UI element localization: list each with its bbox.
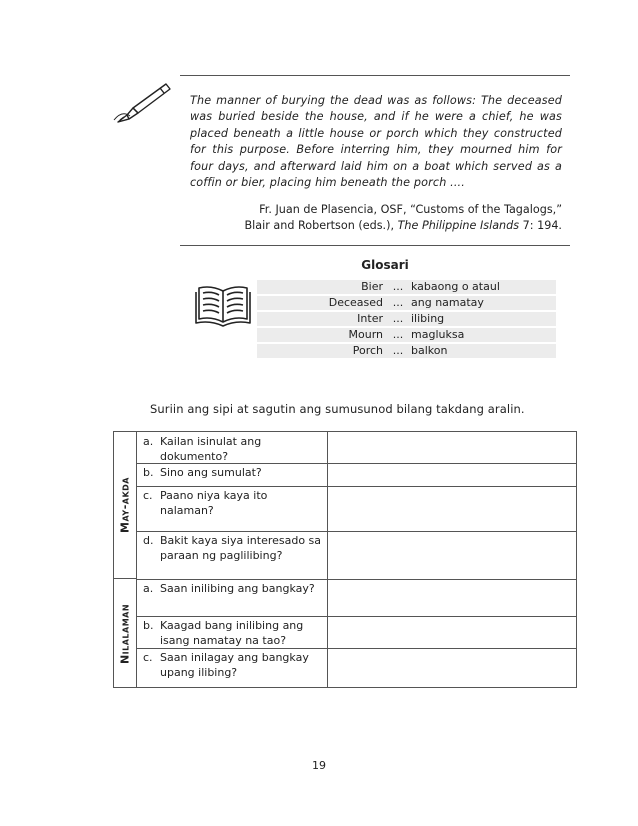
open-book-icon [193, 283, 253, 329]
top-divider [180, 75, 570, 76]
answer-cell[interactable] [327, 579, 328, 616]
question-letter: a. [143, 435, 154, 448]
instruction-text: Suriin ang sipi at sagutin ang sumusunod bilang takdang aralin. [150, 402, 525, 416]
question-row [137, 648, 576, 688]
question-label: Kaagad bang inilibing ang isang namatay na tao? [160, 619, 304, 647]
answer-cell[interactable] [327, 616, 328, 648]
question-row [137, 531, 576, 580]
question-text [143, 489, 323, 518]
question-letter: a. [143, 582, 154, 595]
citation-line-2 [244, 219, 562, 232]
question-row [137, 463, 576, 487]
question-row [137, 486, 576, 532]
answer-cell[interactable] [327, 463, 328, 486]
fountain-pen-icon [110, 80, 172, 124]
glossary-row [257, 312, 556, 326]
question-letter: c. [143, 651, 153, 664]
question-letter: d. [143, 534, 154, 547]
question-letter: c. [143, 489, 153, 502]
glossary-term: Inter [257, 312, 389, 326]
glossary-row [257, 280, 556, 294]
question-label: Sino ang sumulat? [160, 466, 262, 479]
answer-cell[interactable] [327, 648, 328, 688]
page-number: 19 [312, 759, 326, 772]
glossary-row [257, 296, 556, 310]
answer-cell[interactable] [327, 432, 328, 463]
citation-title: The Philippine Islands [397, 219, 520, 232]
answer-cell[interactable] [327, 486, 328, 531]
glossary-separator: ... [389, 344, 407, 358]
question-label: Paano niya kaya ito nalaman? [160, 489, 268, 517]
question-text [143, 651, 323, 680]
question-row [137, 579, 576, 617]
question-letter: b. [143, 466, 154, 479]
glossary-row [257, 344, 556, 358]
question-label: Kailan isinulat ang dokumento? [160, 435, 262, 463]
glossary-term: Porch [257, 344, 389, 358]
glossary-separator: ... [389, 328, 407, 342]
question-label: Bakit kaya siya interesado sa paraan ng paglilibing? [160, 534, 322, 562]
quote-text: The manner of burying the dead was as follows: The deceased was buried beside the house, and if he were a chief, he was placed beneath a little house or porch which they constructed for this purpose. Before interring him, they mourned him for four days, and afterward laid him on a boat which served as a coffin or bier, placing him beneath the porch .... [190, 94, 562, 190]
citation-volume: 7: 194. [519, 219, 562, 232]
glossary-definition: balkon [407, 344, 556, 358]
question-text [143, 619, 323, 648]
glossary-title: Glosari [361, 258, 409, 272]
citation-editors: Blair and Robertson (eds.), [244, 219, 398, 232]
glossary-term: Deceased [257, 296, 389, 310]
glossary-definition: kabaong o ataul [407, 280, 556, 294]
glossary-term: Mourn [257, 328, 389, 342]
section-label [114, 579, 137, 688]
question-label: Saan inilagay ang bangkay upang ilibing? [160, 651, 309, 679]
question-row [137, 432, 576, 464]
glossary-definition: ilibing [407, 312, 556, 326]
question-letter: b. [143, 619, 154, 632]
glossary-term: Bier [257, 280, 389, 294]
glossary-definition: ang namatay [407, 296, 556, 310]
question-text [143, 534, 323, 563]
question-label: Saan inilibing ang bangkay? [160, 582, 315, 595]
section-label-text: May-akda [118, 477, 132, 533]
section-label-text: Nilalaman [118, 603, 132, 664]
worksheet-table [113, 431, 577, 688]
citation-line-1: Fr. Juan de Plasencia, OSF, “Customs of the Tagalogs,” [259, 203, 562, 216]
question-row [137, 616, 576, 649]
bottom-divider [180, 245, 570, 246]
answer-cell[interactable] [327, 531, 328, 579]
glossary-separator: ... [389, 280, 407, 294]
question-text [143, 582, 323, 597]
glossary-separator: ... [389, 312, 407, 326]
glossary-row [257, 328, 556, 342]
section-label [114, 432, 137, 579]
question-text [143, 435, 323, 464]
glossary-table [257, 278, 556, 360]
glossary-definition: magluksa [407, 328, 556, 342]
question-text [143, 466, 323, 481]
glossary-separator: ... [389, 296, 407, 310]
